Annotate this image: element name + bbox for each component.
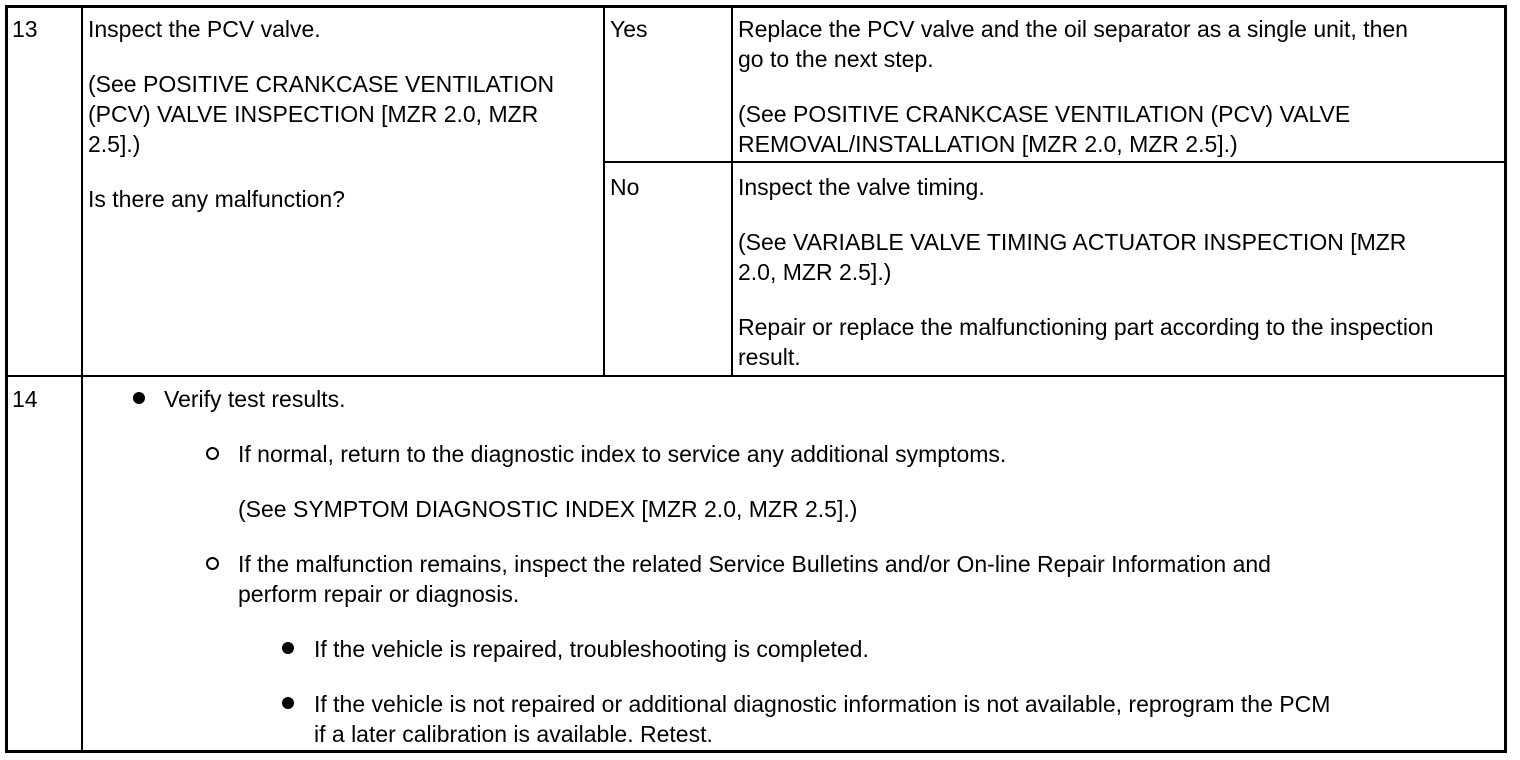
nested-bullet-icon (282, 697, 294, 709)
sub-bullet-text: If normal, return to the diagnostic index to service any additional symptoms. (238, 441, 1007, 467)
action-reference: 2.5].) (88, 131, 141, 157)
nested-bullet-text: If the vehicle is not repaired or additional diagnostic information is not available, reprogram the PCM (314, 691, 1331, 717)
sub-bullet-icon (206, 557, 219, 570)
sub-bullet-text: If the malfunction remains, inspect the related Service Bulletins and/or On-line Repair Information and (238, 551, 1271, 577)
result-text: Replace the PCV valve and the oil separator as a single unit, then (738, 16, 1408, 42)
result-column-divider (731, 8, 733, 376)
result-text: go to the next step. (738, 46, 934, 72)
sub-bullet-icon (206, 447, 219, 460)
nested-bullet-text: If the vehicle is repaired, troubleshooting is completed. (314, 636, 869, 662)
result-text: Repair or replace the malfunctioning part according to the inspection (738, 314, 1434, 340)
bullet-icon (133, 392, 145, 404)
row-divider (8, 375, 1507, 377)
result-reference: (See POSITIVE CRANKCASE VENTILATION (PCV) VALVE (738, 101, 1351, 127)
result-label-no: No (610, 174, 640, 200)
nested-bullet-icon (282, 642, 294, 654)
action-reference: (PCV) VALVE INSPECTION [MZR 2.0, MZR (88, 101, 539, 127)
result-text: Inspect the valve timing. (738, 174, 985, 200)
action-reference: (See POSITIVE CRANKCASE VENTILATION (88, 71, 555, 97)
step-number-13: 13 (12, 16, 38, 42)
sub-bullet-reference: (See SYMPTOM DIAGNOSTIC INDEX [MZR 2.0, MZR 2.5].) (238, 496, 858, 522)
step-number-14: 14 (12, 386, 38, 412)
yes-no-divider (603, 161, 1507, 163)
action-column-divider (603, 8, 605, 376)
result-reference: 2.0, MZR 2.5].) (738, 259, 892, 285)
sub-bullet-text: perform repair or diagnosis. (238, 581, 520, 607)
step-column-divider (81, 8, 83, 752)
result-label-yes: Yes (610, 16, 648, 42)
action-question: Is there any malfunction? (88, 186, 345, 212)
result-reference: (See VARIABLE VALVE TIMING ACTUATOR INSPECTION [MZR (738, 229, 1407, 255)
action-text: Inspect the PCV valve. (88, 16, 321, 42)
result-reference: REMOVAL/INSTALLATION [MZR 2.0, MZR 2.5].) (738, 131, 1238, 157)
bullet-text: Verify test results. (164, 386, 346, 412)
result-text: result. (738, 344, 801, 370)
nested-bullet-text: if a later calibration is available. Retest. (314, 721, 713, 747)
